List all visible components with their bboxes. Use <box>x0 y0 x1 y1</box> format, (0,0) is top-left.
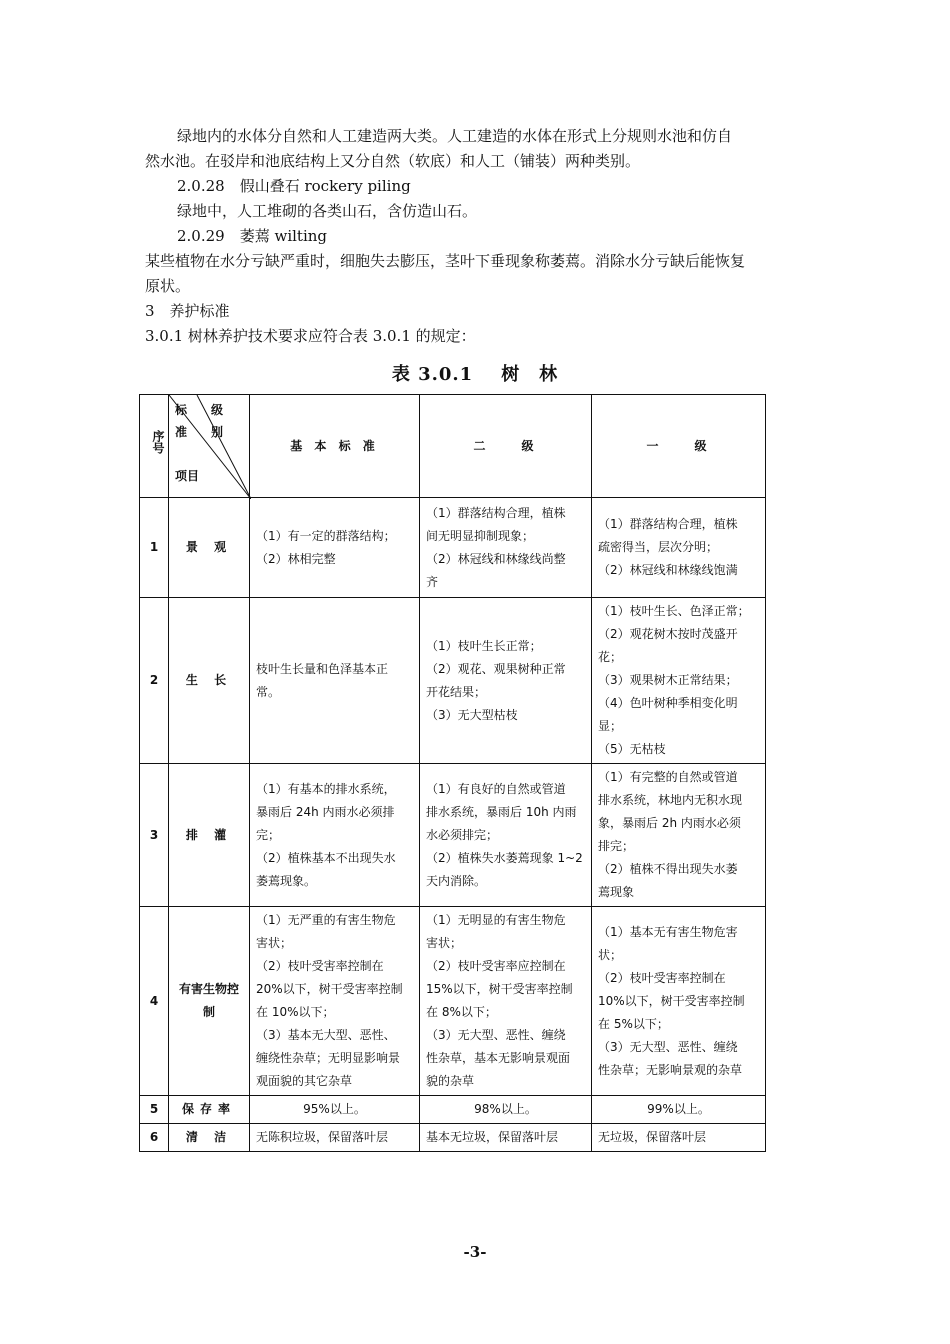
table-header-row <box>140 395 766 498</box>
term-definition: 绿地中，人工堆砌的各类山石，含仿造山石。 <box>177 202 478 220</box>
cell-text-line: （1）基本无有害生物危害 <box>598 924 738 939</box>
cell-level1 <box>592 1096 766 1124</box>
cell-level2 <box>420 907 592 1096</box>
row-item: 生 长 <box>169 598 250 764</box>
cell-text-line: （1）无明显的有害生物危 <box>426 913 566 927</box>
cell-text-line: 性杂草，基本无影响景观面 <box>426 1051 571 1065</box>
section-3 <box>145 299 813 349</box>
cell-level1 <box>592 1124 766 1152</box>
cell-text-line: （2）植株失水萎蔫现象 1~2 <box>426 850 583 865</box>
row-item: 景 观 <box>169 498 250 598</box>
cell-text-line: （1）有完整的自然或管道 <box>598 770 738 784</box>
cell-level1 <box>592 907 766 1096</box>
cell-text-line: （2）枝叶受害率应控制在 <box>426 959 566 973</box>
cell-level2 <box>420 1096 592 1124</box>
cell-text-line: （3）无大型、恶性、缠绕 <box>426 1028 566 1042</box>
cell-text-line: （3）无大型、恶性、缠绕 <box>598 1039 738 1054</box>
cell-basic <box>250 764 420 907</box>
cell-text-line: （1）有良好的自然或管道 <box>426 781 566 796</box>
term-definition-line: 原状。 <box>145 277 191 295</box>
cell-text-line: （2）植株不得出现失水萎 <box>598 862 738 876</box>
section-heading: 3 养护标准 <box>145 302 230 320</box>
cell-basic <box>250 498 420 598</box>
cell-level2 <box>420 764 592 907</box>
cell-text-line: （3）无大型枯枝 <box>426 707 518 722</box>
row-number: 6 <box>140 1124 169 1152</box>
cell-text-line: （3）观果树木正常结果； <box>598 673 738 687</box>
cell-text-line: （2）林冠线和林缘线尚整 <box>426 551 566 566</box>
cell-text-line: （2）观花树木按时茂盛开 <box>598 627 738 641</box>
cell-text-line: 枝叶生长量和色泽基本正 <box>256 661 389 676</box>
cell-text-line: （2）林相完整 <box>256 551 336 566</box>
cell-text-line: 20%以下，树干受害率控制 <box>256 982 403 996</box>
term-wilting <box>145 224 813 299</box>
cell-text-line: 基本无垃圾，保留落叶层 <box>426 1130 559 1144</box>
cell-level1 <box>592 764 766 907</box>
diag-item-label: 项目 <box>175 469 200 483</box>
cell-text-line: 10%以下，树干受害率控制 <box>598 993 745 1008</box>
cell-level2 <box>420 498 592 598</box>
diag-standard-grade-label: 标 级 <box>175 403 224 417</box>
cell-text-line: 疏密得当，层次分明； <box>598 540 719 554</box>
row-item: 排 灌 <box>169 764 250 907</box>
cell-text-line: 在 10%以下； <box>256 1005 335 1019</box>
cell-text-line: （4）色叶树种季相变化明 <box>598 696 738 710</box>
cell-basic <box>250 907 420 1096</box>
cell-text-line: （2）观花、观果树种正常 <box>426 661 566 676</box>
cell-text-line: 暴雨后 24h 内雨水必须排 <box>256 804 395 819</box>
term-definition-line: 某些植物在水分亏缺严重时，细胞失去膨压，茎叶下垂现象称萎蔫。消除水分亏缺后能恢复 <box>145 252 746 270</box>
cell-text-line: 性杂草；无影响景观的杂草 <box>598 1062 743 1077</box>
cell-text-line: 在 8%以下； <box>426 1005 497 1019</box>
table-body <box>140 498 766 1152</box>
cell-level1 <box>592 498 766 598</box>
cell-text-line: 害状； <box>426 936 463 950</box>
row-item: 清 洁 <box>169 1124 250 1152</box>
cell-text-line: （2）植株基本不出现失水 <box>256 850 396 865</box>
row-item: 有害生物控制 <box>169 907 250 1096</box>
cell-text-line: 99%以上。 <box>647 1102 710 1116</box>
table-row <box>140 1096 766 1124</box>
cell-text-line: 间无明显抑制现象； <box>426 528 535 543</box>
section-intro: 3.0.1 树林养护技术要求应符合表 3.0.1 的规定： <box>145 327 476 345</box>
cell-text-line: （1）枝叶生长正常； <box>426 638 542 653</box>
paragraph-water-bodies <box>145 124 813 174</box>
cell-text-line: （2）枝叶受害率控制在 <box>598 970 726 985</box>
paragraph-line: 然水池。在驳岸和池底结构上又分自然（软底）和人工（铺装）两种类别。 <box>145 152 641 170</box>
cell-text-line: 天内消除。 <box>426 873 487 888</box>
cell-text-line: （5）无枯枝 <box>598 742 666 756</box>
cell-text-line: （3）基本无大型、恶性、 <box>256 1028 396 1042</box>
cell-text-line: 显； <box>598 719 623 733</box>
cell-text-line: 完； <box>256 827 281 842</box>
table-row <box>140 764 766 907</box>
page-number: -3- <box>463 1243 487 1261</box>
term-heading: 2.0.28 假山叠石 rockery piling <box>177 177 411 195</box>
table-number: 表 3.0.1 <box>391 364 474 385</box>
table-name: 树 林 <box>501 364 559 385</box>
cell-text-line: 观面貌的其它杂草 <box>256 1074 353 1088</box>
cell-level2 <box>420 1124 592 1152</box>
cell-text-line: 水必须排完； <box>426 827 499 842</box>
cell-basic <box>250 1124 420 1152</box>
cell-text-line: 象，暴雨后 2h 内雨水必须 <box>598 816 741 830</box>
cell-basic <box>250 598 420 764</box>
term-heading: 2.0.29 萎蔫 wilting <box>177 227 328 245</box>
cell-text-line: 常。 <box>256 684 281 699</box>
cell-text-line: （1）群落结构合理，植株 <box>598 517 738 531</box>
cell-text-line: 95%以上。 <box>303 1102 366 1116</box>
cell-text-line: 无陈积垃圾，保留落叶层 <box>256 1130 389 1144</box>
paragraph-line: 绿地内的水体分自然和人工建造两大类。人工建造的水体在形式上分规则水池和仿自 <box>177 127 733 145</box>
cell-basic <box>250 1096 420 1124</box>
table-title <box>0 360 950 386</box>
cell-text-line: 萎蔫现象。 <box>256 873 317 888</box>
cell-text-line: （2）林冠线和林缘线饱满 <box>598 563 738 577</box>
row-number: 3 <box>140 764 169 907</box>
cell-text-line: 缠绕性杂草；无明显影响景 <box>256 1051 401 1065</box>
cell-level1 <box>592 598 766 764</box>
cell-text-line: 蔫现象 <box>598 885 635 899</box>
forest-maintenance-table <box>139 394 766 1152</box>
cell-text-line: 排水系统，林地内无积水现 <box>598 793 743 807</box>
header-level-1: 一 级 <box>592 395 766 498</box>
diagonal-header-cell <box>169 395 250 498</box>
cell-text-line: 状； <box>598 947 623 962</box>
diag-row2-label: 准 别 <box>175 425 224 439</box>
cell-text-line: 无垃圾，保留落叶层 <box>598 1130 707 1144</box>
table-row <box>140 1124 766 1152</box>
term-rockery <box>145 174 813 224</box>
table-row <box>140 498 766 598</box>
cell-text-line: （1）群落结构合理，植株 <box>426 505 566 520</box>
cell-text-line: （1）有基本的排水系统， <box>256 781 396 796</box>
header-level-2: 二 级 <box>420 395 592 498</box>
table-row <box>140 907 766 1096</box>
cell-text-line: 排水系统，暴雨后 10h 内雨 <box>426 804 577 819</box>
table-row <box>140 598 766 764</box>
cell-text-line: （1）枝叶生长、色泽正常； <box>598 604 750 618</box>
cell-text-line: 开花结果； <box>426 684 487 699</box>
cell-text-line: 在 5%以下； <box>598 1016 669 1031</box>
cell-text-line: 15%以下，树干受害率控制 <box>426 982 573 996</box>
cell-text-line: （1）有一定的群落结构； <box>256 528 396 543</box>
row-number: 2 <box>140 598 169 764</box>
cell-text-line: （1）无严重的有害生物危 <box>256 913 396 927</box>
cell-level2 <box>420 598 592 764</box>
cell-text-line: 齐 <box>426 574 439 589</box>
row-item: 保存率 <box>169 1096 250 1124</box>
seq-header: 序号 <box>140 395 169 498</box>
row-number: 4 <box>140 907 169 1096</box>
header-basic-standard: 基 本 标 准 <box>250 395 420 498</box>
cell-text-line: 花； <box>598 650 623 664</box>
cell-text-line: （2）枝叶受害率控制在 <box>256 959 384 973</box>
row-number: 1 <box>140 498 169 598</box>
cell-text-line: 害状； <box>256 936 293 950</box>
row-number: 5 <box>140 1096 169 1124</box>
cell-text-line: 排完； <box>598 839 635 853</box>
cell-text-line: 貌的杂草 <box>426 1074 475 1088</box>
cell-text-line: 98%以上。 <box>474 1102 537 1116</box>
